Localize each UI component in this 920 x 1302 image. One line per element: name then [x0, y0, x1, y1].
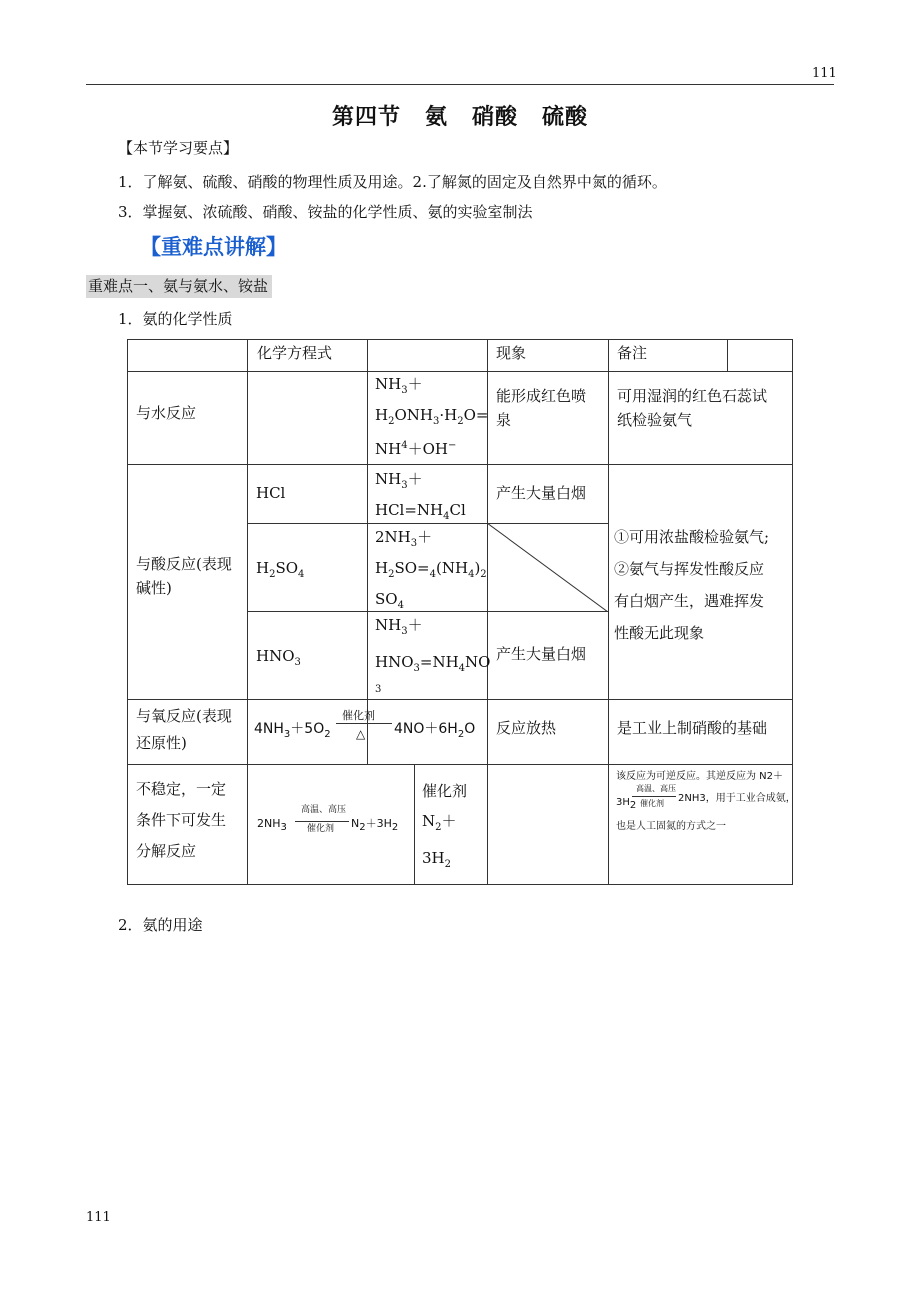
text-line: 碱性)	[136, 579, 172, 597]
decompose-side	[422, 776, 467, 880]
table-rule	[127, 764, 793, 765]
water-note	[617, 384, 767, 432]
text-line: 泉	[496, 411, 512, 429]
note-eq-right: 2NH3，用于工业合成氨，	[678, 793, 796, 804]
table-border	[127, 339, 128, 885]
key-point-2: 3．掌握氨、浓硫酸、硝酸、铵盐的化学性质、氨的实验室制法	[118, 203, 533, 221]
hno3-phenomenon: 产生大量白烟	[496, 645, 587, 663]
text-line: 条件下可发生	[136, 811, 227, 829]
eq-top: 高温、高压	[301, 805, 347, 815]
equation-line: $H_2ONH_3\cdot H_2O=$	[375, 406, 489, 427]
table-border	[127, 339, 793, 340]
text-line: 催化剂	[422, 782, 468, 800]
text-line: 不稳定，一定	[136, 780, 227, 798]
text-line: 与酸反应(表现	[136, 555, 232, 573]
eq-left: $2NH_3$	[257, 817, 287, 834]
hno3-equation	[375, 613, 490, 699]
equation-line: $SO_4$	[375, 590, 404, 611]
header-notes: 备注	[617, 344, 648, 362]
note-eq-left: $3H_2$	[616, 797, 637, 811]
title-part: 第四节	[331, 104, 401, 130]
reagent-hno3: $HNO_3$	[256, 647, 301, 668]
decompose-note	[616, 768, 796, 838]
text-line: ①可用浓盐酸检验氨气;	[614, 528, 770, 546]
eq-right: $4NO+6H_2O$	[394, 721, 476, 740]
equation-line: $H_2SO=_4(NH_4)_2$	[375, 559, 487, 580]
title-part: 硝酸	[472, 104, 519, 130]
text-line: $N_2+$	[422, 812, 457, 833]
reagent-h2so4: $H_2SO_4$	[256, 559, 305, 580]
key-points-heading: 【本节学习要点】	[118, 139, 239, 157]
eq-left: $4NH_3+5O_2$	[254, 721, 331, 740]
eq-arrow	[336, 723, 392, 724]
table-rule	[727, 339, 728, 372]
oxygen-note: 是工业上制硝酸的基础	[617, 719, 768, 737]
h2so4-equation	[375, 525, 487, 618]
text-line: 与氧反应(表现	[136, 707, 232, 725]
row-label-water: 与水反应	[136, 404, 197, 422]
decompose-equation	[257, 806, 412, 840]
text-line: 有白烟产生，遇难挥发	[614, 592, 765, 610]
header-phenomenon: 现象	[496, 344, 527, 362]
oxygen-equation	[254, 710, 484, 750]
title-part: 氨	[424, 104, 448, 130]
equation-line: $NH_3+$	[375, 470, 423, 491]
text-line: 还原性)	[136, 734, 187, 752]
footer-page-number: 111	[86, 1210, 111, 1225]
acid-note	[614, 521, 769, 649]
header-page-number: 111	[812, 66, 837, 81]
title-part: 硫酸	[542, 104, 589, 130]
item-1-heading: 1．氨的化学性质	[118, 310, 233, 328]
equation-line: $NH^4+OH^-$	[375, 440, 457, 458]
text-line: 该反应为可逆反应。其逆反应为 N2＋	[616, 771, 784, 782]
text-line: 可用湿润的红色石蕊试	[617, 387, 768, 405]
key-point-1: 1．了解氨、硫酸、硝酸的物理性质及用途。2.了解氮的固定及自然界中氮的循环。	[118, 173, 667, 191]
header-equation: 化学方程式	[257, 344, 333, 362]
note-eq-arrow	[632, 796, 676, 797]
text-line: 能形成红色喷	[496, 387, 587, 405]
eq-catalyst: 催化剂	[342, 709, 375, 722]
equation-line: $NH_3+$	[375, 616, 423, 637]
table-rule	[487, 764, 488, 885]
text-line: 性酸无此现象	[614, 624, 705, 642]
table-rule	[608, 339, 609, 885]
eq-right: $N_2+3H_2$	[351, 817, 399, 834]
row-label-decompose	[136, 774, 226, 867]
text-line: $3H_2$	[422, 849, 451, 870]
hcl-phenomenon: 产生大量白烟	[496, 484, 587, 502]
page-title	[0, 100, 920, 131]
hcl-equation	[375, 467, 466, 529]
eq-condition: △	[356, 727, 366, 741]
subsection-heading: 重难点一、氨与氨水、铵盐	[86, 275, 272, 298]
item-2-heading: 2．氨的用途	[118, 916, 203, 934]
table-border	[127, 884, 793, 885]
empty-cell-diagonal	[487, 523, 608, 612]
table-rule	[247, 339, 248, 885]
reagent-hcl: HCl	[256, 484, 286, 502]
header-rule	[86, 84, 834, 85]
text-line: ②氨气与挥发性酸反应	[614, 560, 765, 578]
table-rule	[127, 699, 793, 700]
table-rule	[367, 339, 368, 765]
equation-line: $2NH_3+$	[375, 528, 433, 549]
text-line: 纸检验氨气	[617, 411, 693, 429]
table-rule	[414, 764, 415, 885]
row-label-acid	[136, 552, 232, 600]
equation-line: 3	[375, 684, 382, 695]
eq-bottom: 催化剂	[307, 824, 335, 834]
table-rule	[127, 464, 793, 465]
text-line: 分解反应	[136, 842, 197, 860]
oxygen-phenomenon: 反应放热	[496, 719, 557, 737]
section-heading: 【重难点讲解】	[140, 235, 287, 259]
water-phenomenon	[496, 384, 586, 432]
water-equation	[375, 372, 488, 461]
equation-line: $HCl=NH_4Cl$	[375, 501, 466, 522]
equation-line: $NH_3+$	[375, 375, 423, 396]
row-label-oxygen	[136, 703, 232, 757]
text-line: 也是人工固氮的方式之一	[616, 821, 726, 832]
eq-arrow	[295, 821, 349, 822]
note-eq-top: 高温、高压	[636, 784, 676, 793]
equation-line: $HNO_3=NH_4NO$	[375, 653, 491, 674]
note-eq-bottom: 催化剂	[640, 799, 664, 808]
